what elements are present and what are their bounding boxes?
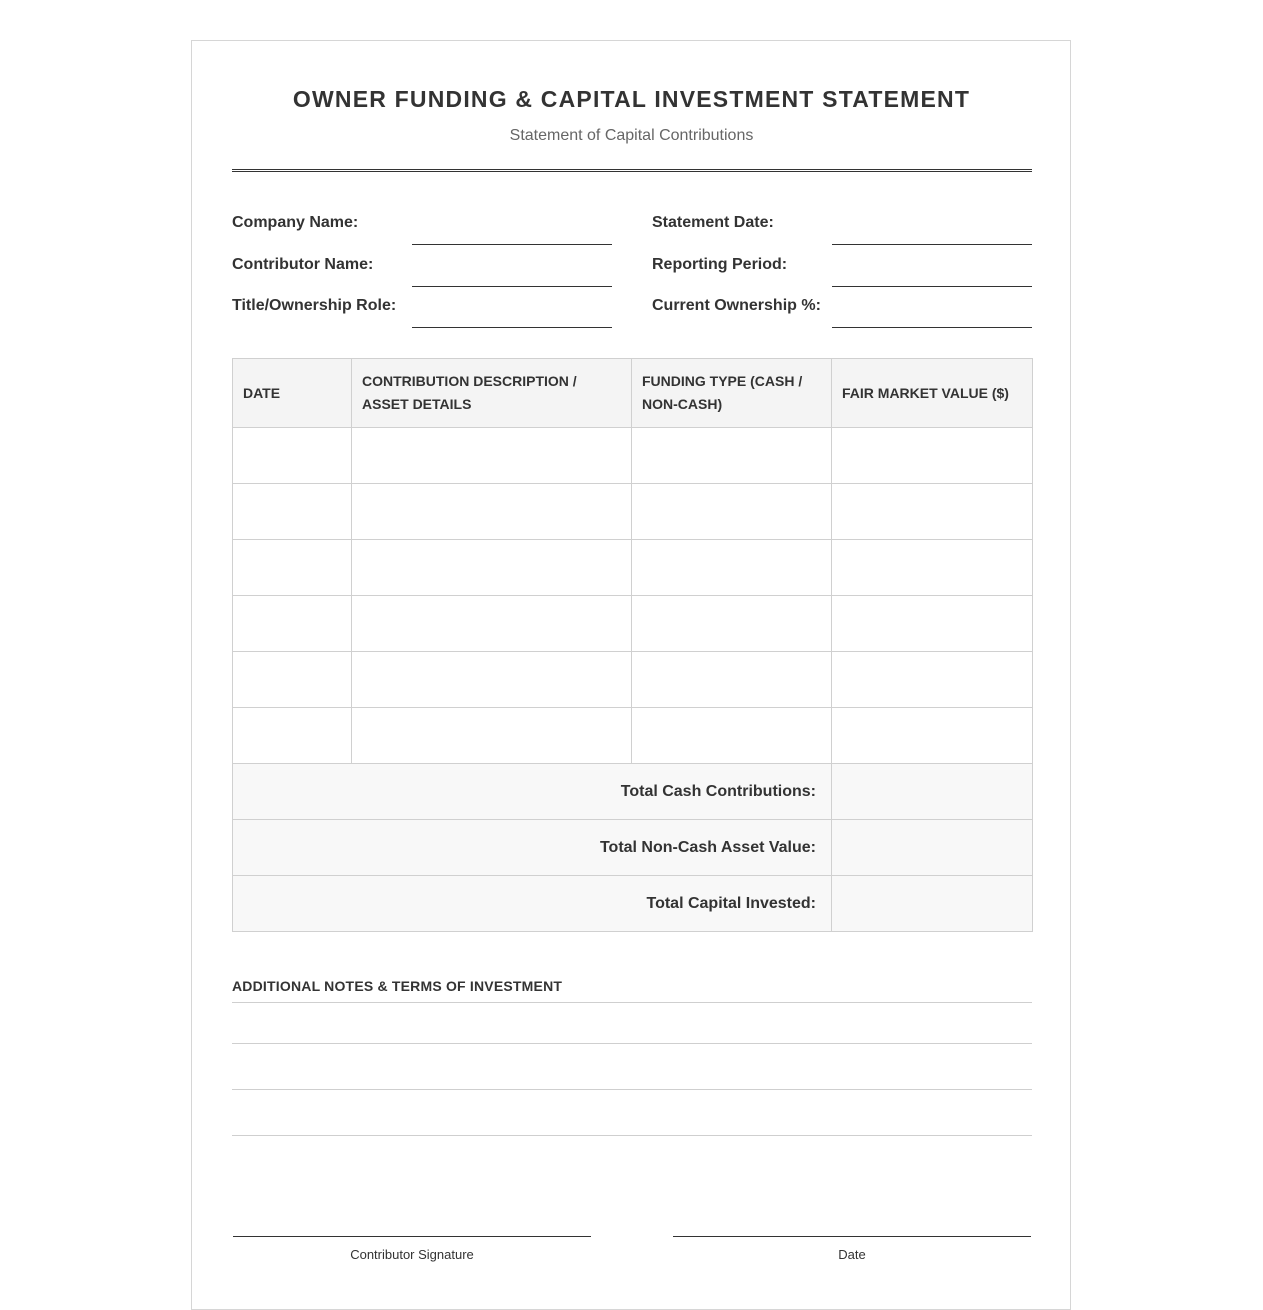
total-cash-row [233, 764, 1033, 820]
column-header-description: CONTRIBUTION DESCRIPTION / ASSET DETAILS [352, 359, 632, 428]
funding-type-cell[interactable] [632, 708, 832, 764]
description-cell[interactable] [352, 484, 632, 540]
statement-date-field[interactable] [832, 244, 1032, 245]
description-cell[interactable] [352, 428, 632, 484]
total-capital-label: Total Capital Invested: [233, 876, 832, 932]
fair-market-value-cell[interactable] [832, 596, 1033, 652]
funding-type-cell[interactable] [632, 540, 832, 596]
date-cell[interactable] [233, 484, 352, 540]
document-subtitle: Statement of Capital Contributions [509, 127, 754, 144]
notes-line[interactable] [232, 1135, 1032, 1136]
company-name-field[interactable] [412, 244, 612, 245]
description-cell[interactable] [352, 708, 632, 764]
table-row [233, 708, 1033, 764]
column-header-funding-type: FUNDING TYPE (CASH / NON-CASH) [632, 359, 832, 428]
date-cell[interactable] [233, 596, 352, 652]
total-cash-label: Total Cash Contributions: [233, 764, 832, 820]
statement-date-label: Statement Date: [652, 214, 774, 231]
contributor-name-label: Contributor Name: [232, 256, 374, 273]
fair-market-value-cell[interactable] [832, 652, 1033, 708]
table-row [233, 596, 1033, 652]
notes-line[interactable] [232, 1089, 1032, 1090]
contributor-signature-caption: Contributor Signature [350, 1247, 474, 1262]
company-name-label: Company Name: [232, 214, 359, 231]
description-cell[interactable] [352, 540, 632, 596]
total-non-cash-value[interactable] [832, 820, 1033, 876]
column-header-fair-market-value: FAIR MARKET VALUE ($) [832, 359, 1033, 428]
signature-date-caption: Date [838, 1247, 866, 1262]
description-cell[interactable] [352, 652, 632, 708]
fair-market-value-cell[interactable] [832, 540, 1033, 596]
ownership-pct-field[interactable] [832, 327, 1032, 328]
reporting-period-label: Reporting Period: [652, 256, 788, 273]
fair-market-value-cell[interactable] [832, 428, 1033, 484]
notes-heading-rule [232, 1002, 1032, 1003]
contributor-name-field[interactable] [412, 286, 612, 287]
notes-line[interactable] [232, 1043, 1032, 1044]
reporting-period-field[interactable] [832, 286, 1032, 287]
contributor-signature-line[interactable] [233, 1236, 591, 1237]
total-cash-value[interactable] [832, 764, 1033, 820]
description-cell[interactable] [352, 596, 632, 652]
date-cell[interactable] [233, 428, 352, 484]
funding-type-cell[interactable] [632, 428, 832, 484]
table-row [233, 428, 1033, 484]
contributions-table [232, 358, 1033, 932]
funding-type-cell[interactable] [632, 652, 832, 708]
total-capital-row [233, 876, 1033, 932]
table-row [233, 540, 1033, 596]
date-cell[interactable] [233, 540, 352, 596]
total-capital-value[interactable] [832, 876, 1033, 932]
document-title: OWNER FUNDING & CAPITAL INVESTMENT STATEMENT [292, 86, 971, 112]
signature-date-line[interactable] [673, 1236, 1031, 1237]
notes-heading: ADDITIONAL NOTES & TERMS OF INVESTMENT [232, 978, 563, 994]
table-row [233, 652, 1033, 708]
column-header-date: DATE [233, 359, 352, 428]
table-row [233, 484, 1033, 540]
funding-type-cell[interactable] [632, 484, 832, 540]
table-header-row [233, 359, 1033, 428]
ownership-pct-label: Current Ownership %: [652, 297, 821, 314]
fair-market-value-cell[interactable] [832, 484, 1033, 540]
title-role-label: Title/Ownership Role: [232, 297, 397, 314]
title-role-field[interactable] [412, 327, 612, 328]
funding-type-cell[interactable] [632, 596, 832, 652]
date-cell[interactable] [233, 652, 352, 708]
fair-market-value-cell[interactable] [832, 708, 1033, 764]
title-divider [232, 169, 1032, 172]
date-cell[interactable] [233, 708, 352, 764]
total-non-cash-row [233, 820, 1033, 876]
total-non-cash-label: Total Non-Cash Asset Value: [233, 820, 832, 876]
